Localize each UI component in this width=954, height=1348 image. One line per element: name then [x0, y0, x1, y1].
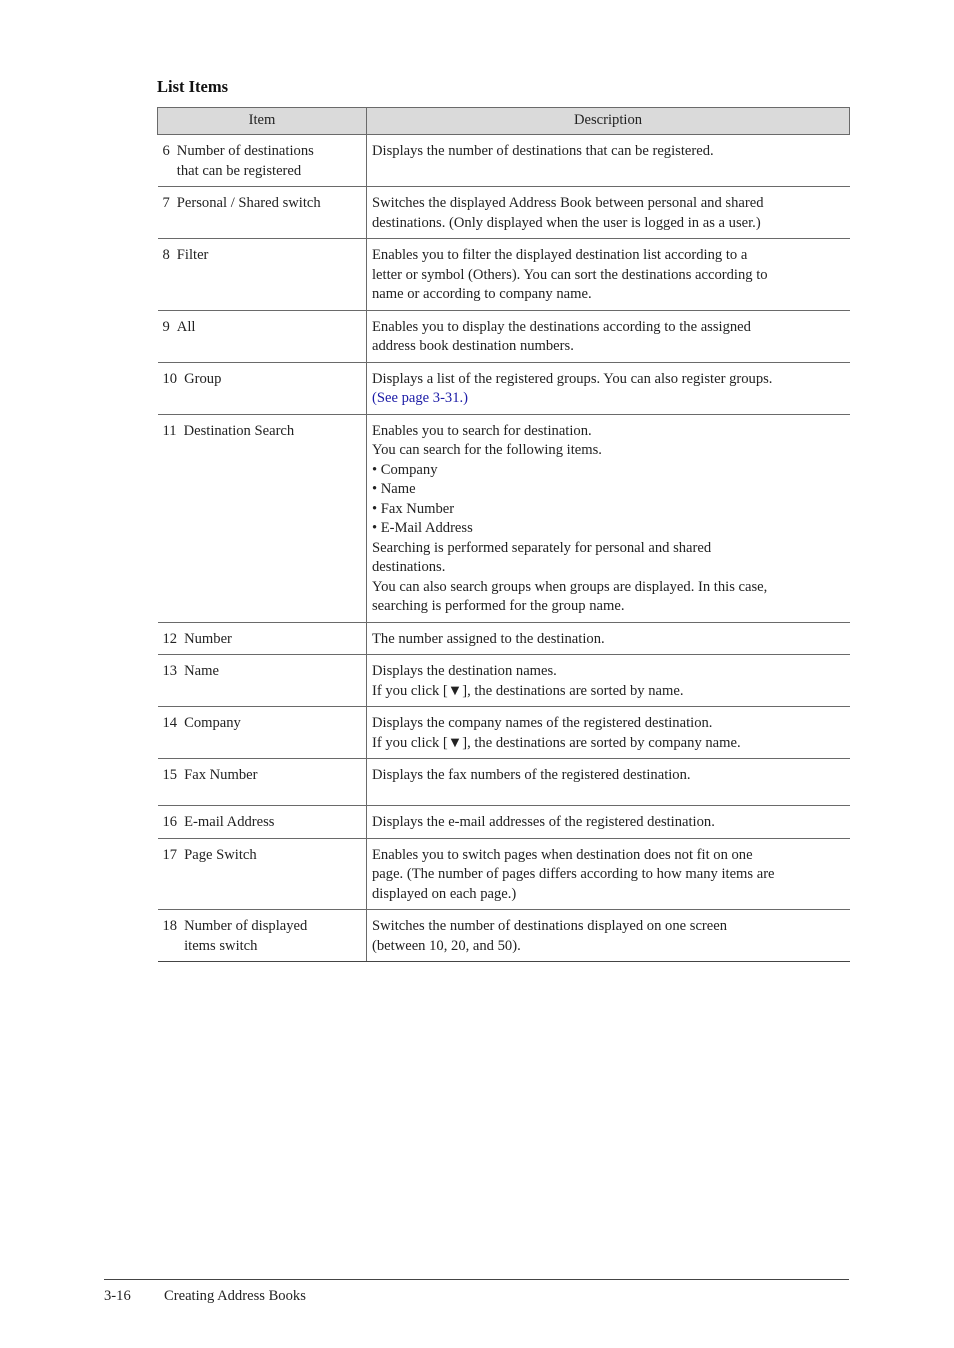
item-label: [163, 246, 363, 266]
item-label: [163, 662, 363, 682]
item-number: 16: [162, 814, 178, 830]
table-row: [158, 759, 850, 806]
description-cell: [367, 622, 850, 655]
item-number: 18: [162, 918, 178, 934]
description-cell: [367, 759, 850, 806]
footer-rule: [104, 1279, 849, 1280]
item-label: [163, 370, 363, 390]
description-line: address book destination numbers.: [372, 338, 574, 354]
item-name: [184, 714, 241, 734]
item-label: [163, 714, 363, 734]
item-name-line: Number of destinations: [176, 143, 314, 159]
page-number: 3-16: [104, 1288, 131, 1304]
table-row: [158, 239, 850, 311]
item-name-line: Page Switch: [184, 846, 257, 863]
description-line: Displays the company names of the registered destination.: [372, 715, 713, 731]
table-row: [158, 310, 850, 362]
description-line: • Fax Number: [372, 500, 455, 517]
section-title: List Items: [157, 77, 229, 96]
description-line: Searching is performed separately for personal and shared: [372, 539, 712, 556]
description-line: Switches the displayed Address Book between personal and shared: [372, 195, 764, 211]
item-name: [177, 246, 209, 266]
table-row: [158, 362, 850, 414]
table-row: [158, 806, 850, 839]
item-cell: [158, 707, 367, 759]
item-cell: [158, 414, 367, 622]
page-footer: [104, 1286, 306, 1306]
item-name: [177, 318, 196, 338]
list-items-table: [157, 107, 850, 962]
description-cell: [367, 655, 850, 707]
header-description: Description: [367, 108, 850, 135]
description-cell: [367, 806, 850, 839]
item-name: [177, 194, 321, 214]
item-name-line: E-mail Address: [184, 814, 275, 830]
item-name: [184, 370, 221, 390]
item-name-line: Company: [184, 715, 241, 731]
item-name-line: items switch: [184, 937, 258, 954]
item-cell: [158, 362, 367, 414]
item-number: 11: [162, 422, 177, 439]
item-name: [184, 630, 232, 650]
item-name: [177, 142, 314, 181]
description-line: You can search for the following items.: [372, 442, 602, 458]
item-name-line: Fax Number: [184, 767, 258, 783]
description-line: • Company: [372, 461, 438, 478]
item-name-line: Destination Search: [183, 422, 295, 439]
table-row: [158, 187, 850, 239]
description-cell: [367, 310, 850, 362]
description-cell: [367, 239, 850, 311]
description-line: destinations.: [372, 559, 446, 575]
item-label: [163, 318, 363, 338]
description-line: Displays the fax numbers of the registered destination.: [372, 767, 691, 783]
item-label: [163, 766, 363, 786]
item-label: [163, 422, 363, 442]
table-row: [158, 622, 850, 655]
item-name-line: Filter: [176, 247, 209, 263]
item-number: 10: [162, 370, 178, 387]
description-line: • E-Mail Address: [372, 520, 473, 536]
item-number: 17: [162, 846, 178, 863]
item-name-line: Name: [184, 663, 219, 679]
description-line: Enables you to switch pages when destination does not fit on one: [372, 846, 753, 863]
description-line: Displays the e-mail addresses of the registered destination.: [372, 814, 715, 830]
description-line: Displays the destination names.: [372, 663, 557, 679]
description-line: destinations. (Only displayed when the user is logged in as a user.): [372, 214, 761, 231]
item-number: 13: [162, 663, 178, 679]
description-line: If you click [▼], the destinations are sorted by name.: [372, 682, 684, 699]
description-cell: [367, 707, 850, 759]
description-line: Displays the number of destinations that can be registered.: [372, 143, 714, 159]
table-row: [158, 135, 850, 187]
item-label: [163, 813, 363, 833]
item-cell: [158, 310, 367, 362]
description-line: If you click [▼], the destinations are sorted by company name.: [372, 734, 741, 751]
item-name: [184, 917, 307, 956]
description-line: • Name: [372, 481, 416, 497]
item-name-line: that can be registered: [176, 162, 302, 179]
item-name-line: Personal / Shared switch: [176, 195, 321, 211]
description-line: You can also search groups when groups are displayed. In this case,: [372, 578, 768, 595]
item-cell: [158, 806, 367, 839]
description-line: page. (The number of pages differs according to how many items are: [372, 866, 775, 882]
item-name-line: All: [176, 318, 196, 335]
item-label: [163, 194, 363, 214]
item-name-line: Group: [184, 370, 222, 387]
item-number: 9: [162, 318, 170, 335]
description-line: (between 10, 20, and 50).: [372, 937, 521, 954]
item-name: [184, 766, 257, 786]
item-number: 7: [162, 195, 170, 211]
description-cell: [367, 838, 850, 910]
item-cell: [158, 759, 367, 806]
description-line: Displays a list of the registered groups. You can also register groups.: [372, 370, 773, 387]
item-name-line: Number of displayed: [184, 918, 308, 934]
item-name: [184, 813, 274, 833]
description-line: name or according to company name.: [372, 286, 592, 302]
description-cell: [367, 187, 850, 239]
table-header-row: [158, 108, 850, 135]
item-name-line: Number: [184, 630, 232, 647]
item-cell: [158, 187, 367, 239]
description-line: displayed on each page.): [372, 885, 517, 902]
header-item: Item: [158, 108, 367, 135]
description-line: Switches the number of destinations displayed on one screen: [372, 918, 728, 934]
item-number: 12: [162, 630, 178, 647]
table-row: [158, 910, 850, 962]
description-cell: [367, 362, 850, 414]
item-label: [163, 630, 363, 650]
description-line: Enables you to filter the displayed destination list according to a: [372, 247, 748, 263]
item-cell: [158, 910, 367, 962]
item-label: [163, 142, 363, 181]
item-number: 6: [162, 143, 170, 159]
description-cell: [367, 414, 850, 622]
table-row: [158, 655, 850, 707]
chapter-title: Creating Address Books: [164, 1288, 306, 1304]
item-cell: [158, 622, 367, 655]
description-cell: [367, 135, 850, 187]
see-page-link[interactable]: (See page 3-31.): [372, 390, 469, 406]
item-cell: [158, 838, 367, 910]
item-number: 14: [162, 715, 178, 731]
item-cell: [158, 135, 367, 187]
item-label: [163, 917, 363, 956]
item-number: 8: [162, 247, 170, 263]
item-name: [184, 846, 257, 866]
table-row: [158, 414, 850, 622]
item-cell: [158, 655, 367, 707]
item-name: [184, 662, 219, 682]
item-label: [163, 846, 363, 866]
item-cell: [158, 239, 367, 311]
description-line: letter or symbol (Others). You can sort the destinations according to: [372, 266, 768, 283]
description-line: Enables you to search for destination.: [372, 422, 592, 439]
table-row: [158, 707, 850, 759]
item-name: [184, 422, 295, 442]
description-line: The number assigned to the destination.: [372, 630, 605, 647]
table-row: [158, 838, 850, 910]
description-line: searching is performed for the group name.: [372, 598, 625, 614]
description-line: Enables you to display the destinations according to the assigned: [372, 318, 751, 335]
description-cell: [367, 910, 850, 962]
item-number: 15: [162, 767, 178, 783]
